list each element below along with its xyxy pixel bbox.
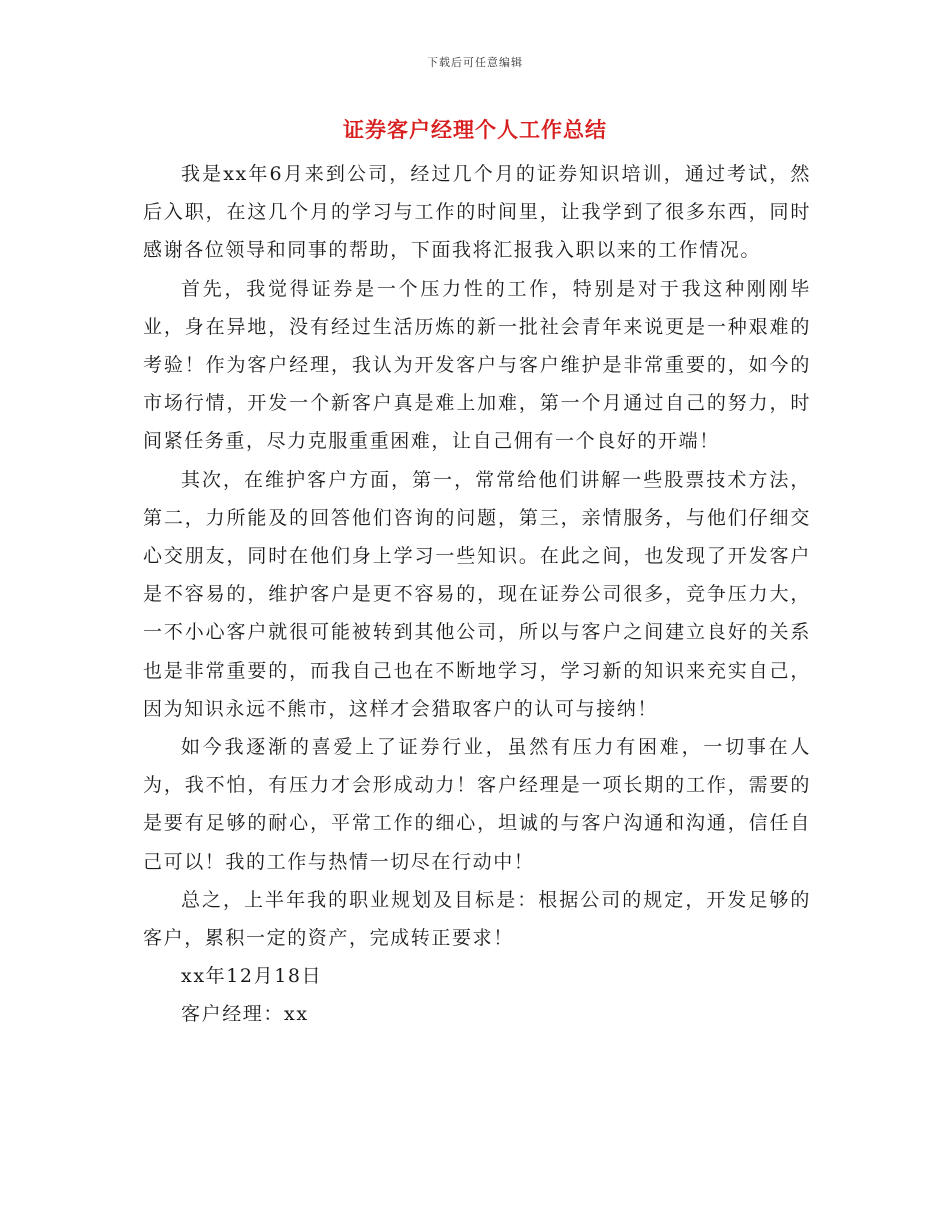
- paragraph-second: 其次，在维护客户方面，第一，常常给他们讲解一些股票技术方法，第二，力所能及的回答他们咨询的问题，第三，亲情服务，与他们仔细交心交朋友，同时在他们身上学习一些知识。在此之间，也发现了开发客户是不容易的，维护客户是更不容易的，现在证券公司很多，竞争压力大，一不小心客户就很可能被转到其他公司，所以与客户之间建立良好的关系也是非常重要的，而我自己也在不断地学习，学习新的知识来充实自己，因为知识永远不熊市，这样才会猎取客户的认可与接纳！: [143, 468, 811, 720]
- document-date: xx年12月18日: [181, 965, 323, 988]
- paragraph-intro: 我是xx年6月来到公司，经过几个月的证券知识培训，通过考试，然后入职，在这几个月的学习与工作的时间里，让我学到了很多东西，同时感谢各位领导和同事的帮助，下面我将汇报我入职以来的工作情况。: [143, 163, 811, 262]
- paragraph-conclusion: 总之，上半年我的职业规划及目标是：根据公司的规定，开发足够的客户，累积一定的资产，完成转正要求！: [143, 888, 811, 950]
- header-note: 下载后可任意编辑: [427, 56, 523, 69]
- document-signature: 客户经理：xx: [181, 1003, 309, 1026]
- document-body: [143, 155, 811, 1034]
- paragraph-third: 如今我逐渐的喜爱上了证券行业，虽然有压力有困难，一切事在人为，我不怕，有压力才会形成动力！客户经理是一项长期的工作，需要的是要有足够的耐心，平常工作的细心，坦诚的与客户沟通和沟通，信任自己可以！我的工作与热情一切尽在行动中！: [143, 736, 811, 873]
- document-title: 证券客户经理个人工作总结: [343, 118, 607, 142]
- paragraph-first: 首先，我觉得证券是一个压力性的工作，特别是对于我这种刚刚毕业，身在异地，没有经过生活历炼的新一批社会青年来说更是一种艰难的考验！作为客户经理，我认为开发客户与客户维护是非常重要的，如今的市场行情，开发一个新客户真是难上加难，第一个月通过自己的努力，时间紧任务重，尽力克服重重困难，让自己佣有一个良好的开端！: [143, 277, 811, 453]
